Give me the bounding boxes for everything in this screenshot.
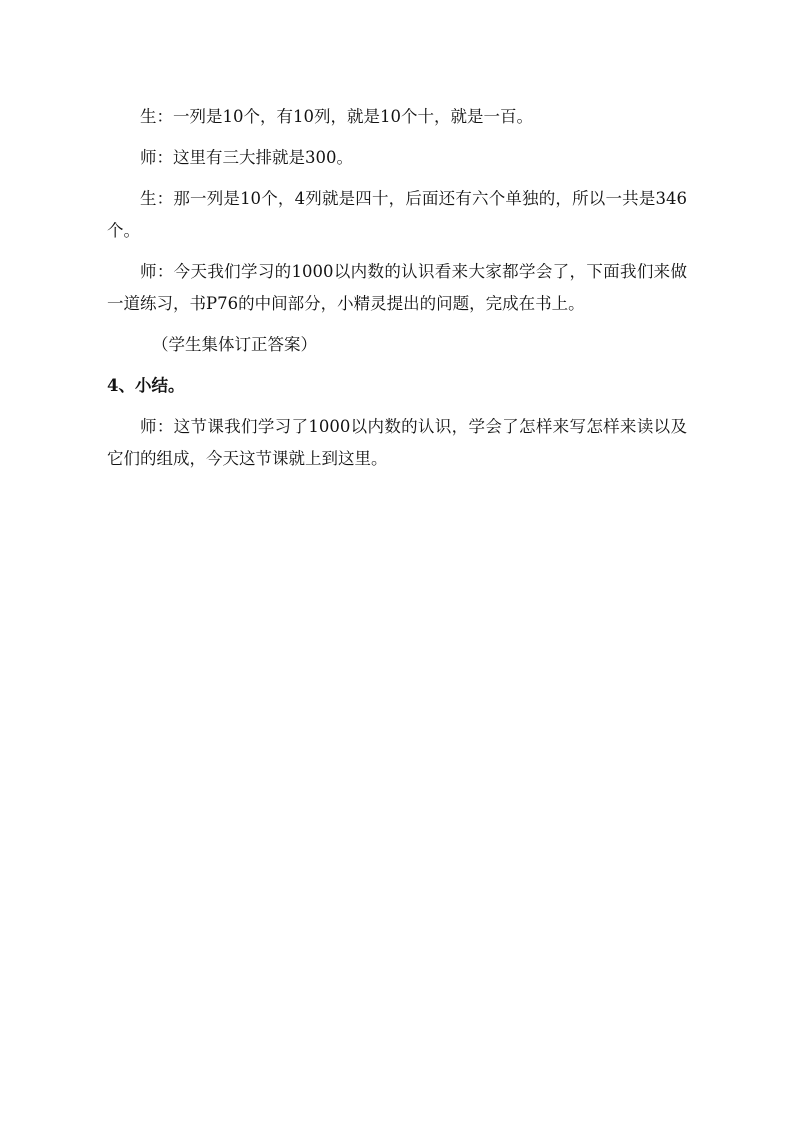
student-answer-paragraph: 生：一列是10个，有10列，就是10个十，就是一百。 (140, 107, 533, 126)
teacher-remark-paragraph: 师：这里有三大排就是300。 (140, 148, 353, 167)
document-body (107, 101, 687, 484)
teacher-exercise-paragraph: 师：今天我们学习的1000以内数的认识看来大家都学会了，下面我们来做一道练习，书P76的中间部分，小精灵提出的问题，完成在书上。 (107, 262, 687, 313)
class-correction-note: （学生集体订正答案） (152, 335, 317, 354)
section-heading-summary: 4、小结。 (107, 376, 185, 395)
closing-paragraph: 师：这节课我们学习了1000以内数的认识，学会了怎样来写怎样来读以及它们的组成，今天这节课就上到这里。 (107, 417, 687, 468)
student-explanation-paragraph: 生：那一列是10个，4列就是四十，后面还有六个单独的，所以一共是346个。 (107, 189, 687, 240)
